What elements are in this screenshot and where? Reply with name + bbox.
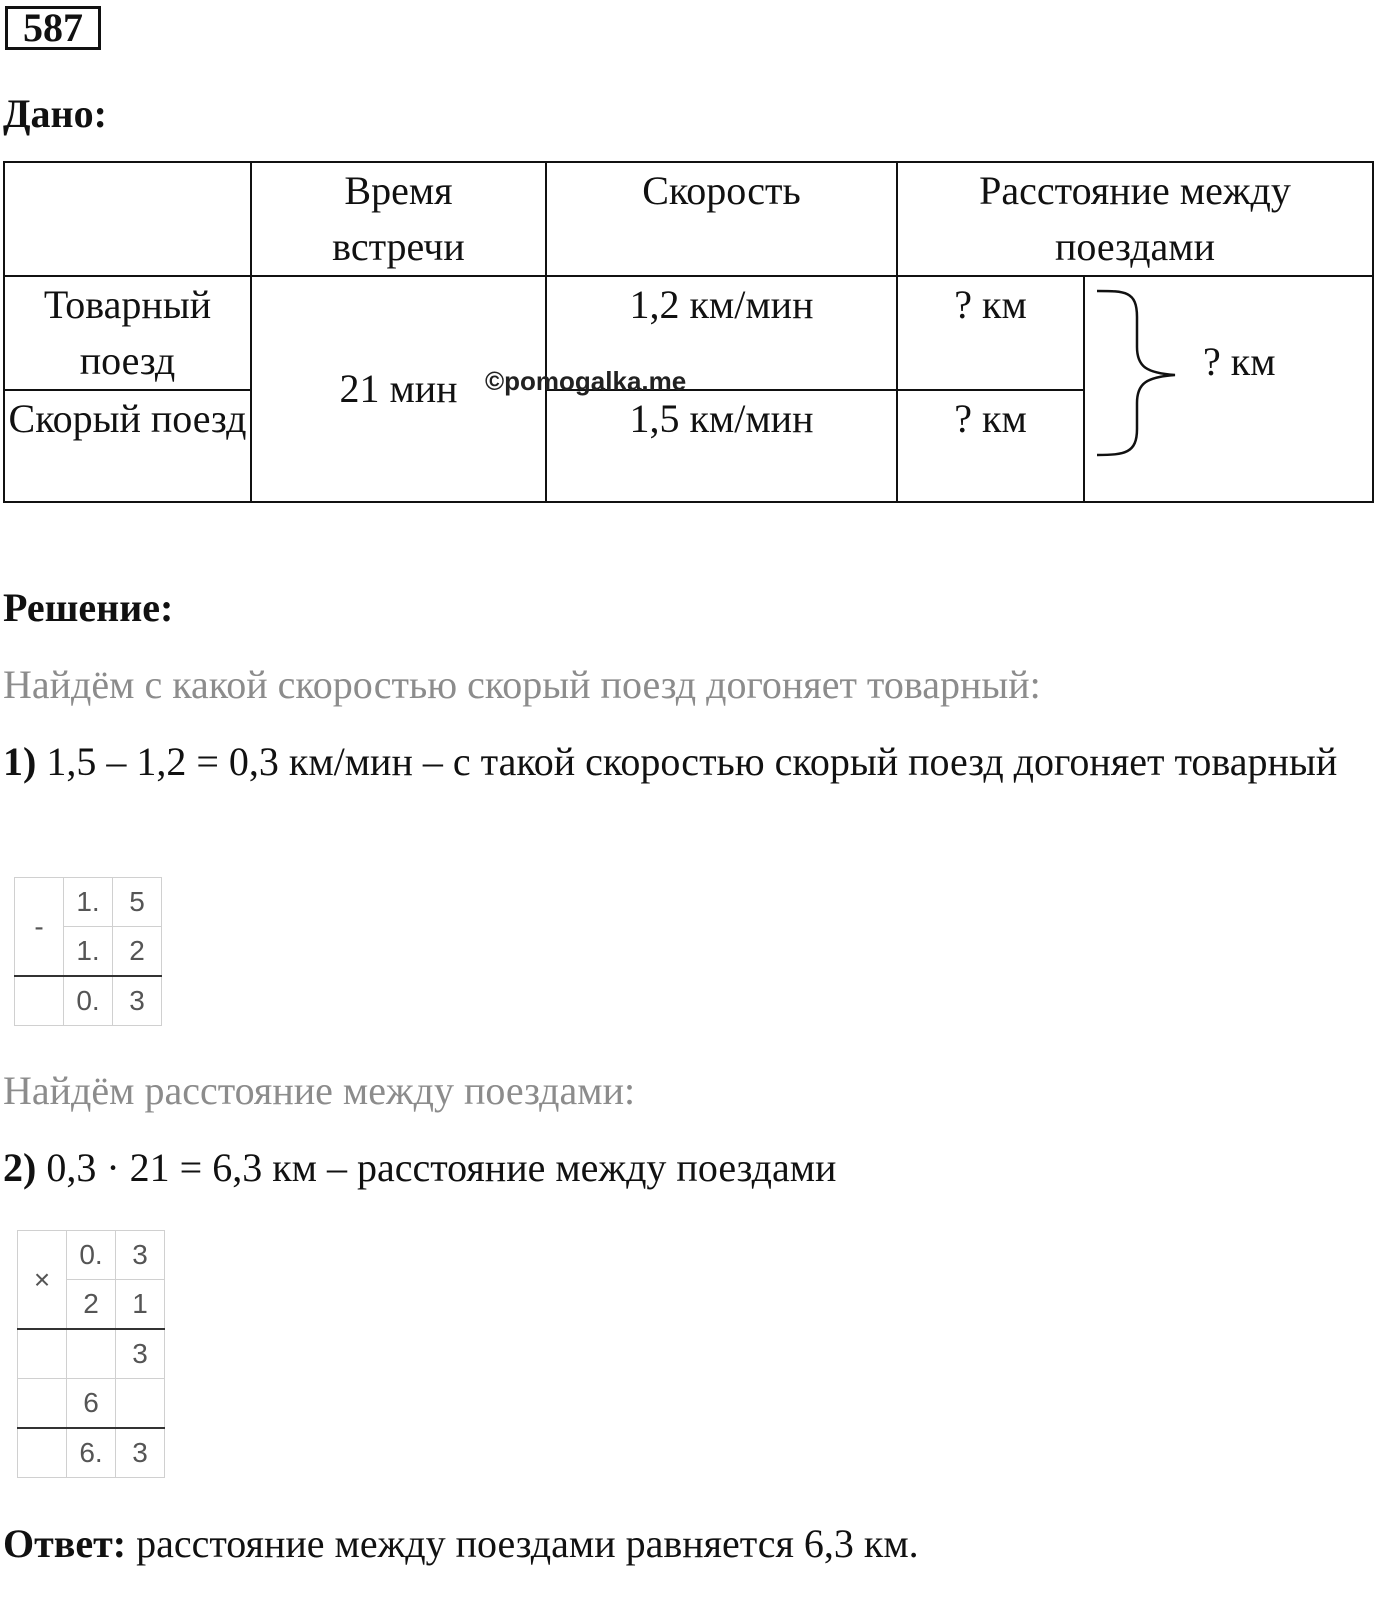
calc-cell: 3 [116,1231,165,1280]
calc-cell: 0. [67,1231,116,1280]
calc-cell: 2 [67,1280,116,1330]
given-table [3,161,1374,503]
calc-cell: 3 [116,1428,165,1478]
answer [3,1516,919,1572]
time-value: 21 мин [339,366,458,411]
hint-1: Найдём с какой скоростью скорый поезд догоняет товарный: [3,662,1041,707]
problem-number: 587 [5,6,101,50]
calc-cell [15,976,64,1026]
calc-cell: 5 [113,878,162,927]
times-sign: × [18,1231,67,1330]
step-1-text: 1,5 – 1,2 = 0,3 км/мин – с такой скоростью скорый поезд догоняет товарный [46,739,1338,784]
calc-cell [67,1329,116,1379]
step-1-number: 1) [3,739,37,784]
calc-cell [116,1379,165,1429]
header-distance: Расстояние между поездами [897,162,1373,276]
speed-freight: 1,2 км/мин [546,276,897,390]
answer-text: расстояние между поездами равняется 6,3 км. [136,1521,919,1566]
calc-cell: 1. [64,927,113,977]
calc-cell: 2 [113,927,162,977]
calc-cell: 3 [116,1329,165,1379]
answer-label: Ответ: [3,1521,127,1566]
calc-cell: 1. [64,878,113,927]
calc-cell [18,1379,67,1429]
header-time: Время встречи [251,162,546,276]
speed-express: 1,5 км/мин [546,390,897,502]
given-label: Дано: [3,91,107,136]
calc-cell: 1 [116,1280,165,1330]
calc-multiplication [17,1230,165,1478]
calc-cell: 6. [67,1428,116,1478]
calc-cell [18,1329,67,1379]
distance-freight: ? км [897,276,1084,390]
step-2 [3,1140,836,1196]
step-1 [3,734,1372,790]
minus-sign: - [15,878,64,977]
header-speed: Скорость [546,162,897,276]
solution-label: Решение: [3,585,174,630]
watermark: ©pomogalka.me [485,366,687,396]
calc-subtraction [14,877,162,1026]
calc-cell [18,1428,67,1478]
distance-express: ? км [897,390,1084,502]
curly-brace [1085,277,1185,503]
calc-cell: 6 [67,1379,116,1429]
calc-cell: 0. [64,976,113,1026]
calc-cell: 3 [113,976,162,1026]
row-name-freight: Товарный поезд [4,276,251,390]
total-distance-cell [1084,276,1373,502]
total-distance: ? км [1203,339,1276,384]
table-corner-cell [4,162,251,276]
hint-2: Найдём расстояние между поездами: [3,1068,636,1113]
step-2-number: 2) [3,1145,37,1190]
step-2-text: 0,3 · 21 = 6,3 км – расстояние между поездами [46,1145,837,1190]
row-name-express: Скорый поезд [4,390,251,502]
